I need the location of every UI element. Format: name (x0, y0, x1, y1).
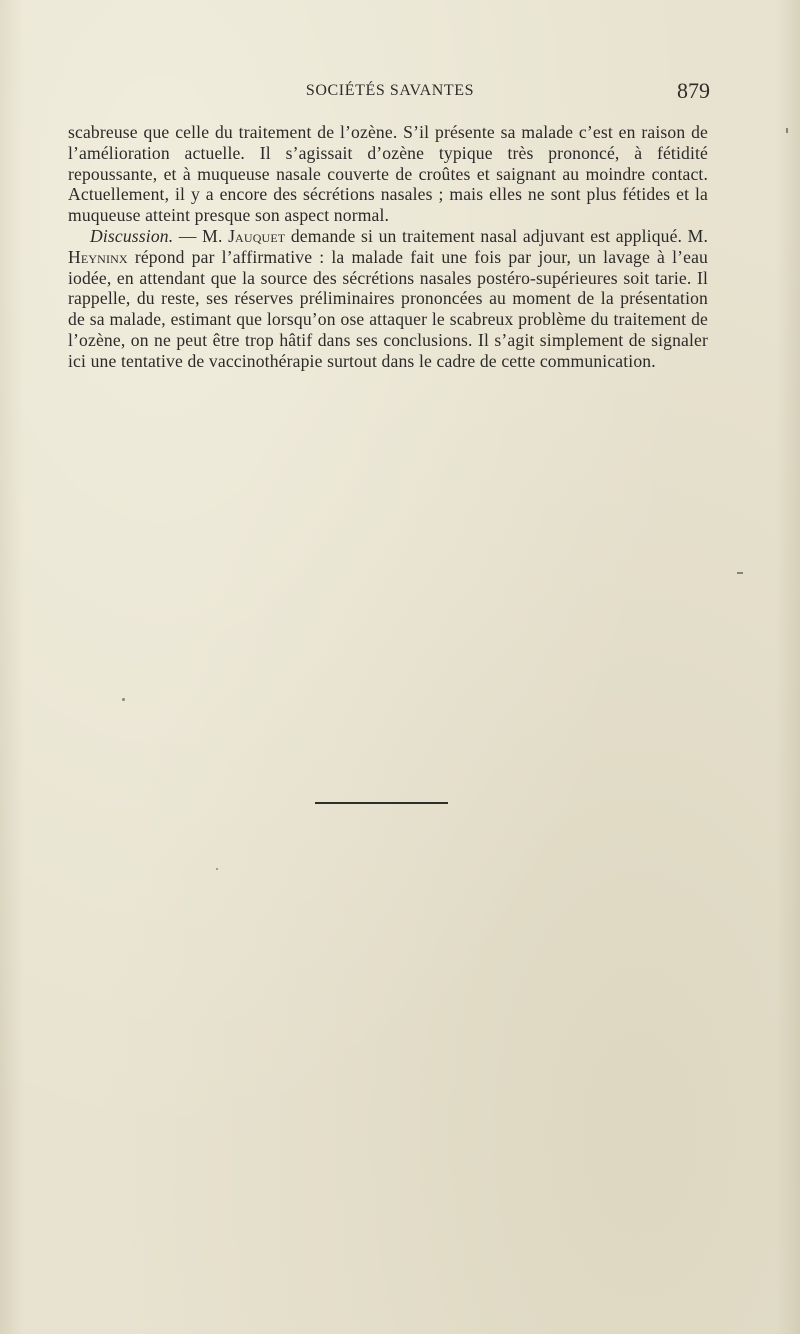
paper-speck (122, 698, 125, 701)
paper-speck (786, 128, 788, 133)
page-header (70, 76, 710, 112)
discussion-text-1: demande si un traitement nasal adjuvant est appliqué. M. (285, 225, 708, 246)
discussion-dash: — M. (173, 225, 229, 246)
page-number: 879 (677, 78, 710, 103)
paragraph-case-report: scabreuse que celle du traitement de l’ozène. S’il présente sa malade c’est en raison de l’amélioration actuelle. Il s’agissait d’ozène typique très prononcé, à fétidité repoussante, et à muqueuse nasale couverte de croûtes et saignant au moindre contact. Actuellement, il y a encore des sécrétions nasales ; mais elles ne sont plus fétides et la muqueuse atteint presque son aspect normal. (68, 122, 708, 226)
paragraph-discussion (68, 226, 708, 372)
paper-speck (216, 868, 218, 870)
discussion-text-2: répond par l’affirmative : la malade fait une fois par jour, un lavage à l’eau iodée, en attendant que la source des sécrétions nasales postéro-supérieures soit tarie. Il rappelle, du reste, ses réserves préliminaires prononcées au moment de la présentation de sa malade, estimant que lorsqu’on ose attaquer le scabreux problème du traitement de l’ozène, on ne peut être trop hâtif dans ses conclusions. Il s’agit simplement de signaler ici une tentative de vaccinothérapie surtout dans le cadre de cette communication. (68, 246, 708, 371)
body-text (68, 122, 708, 372)
person-name-heyninx: Heyninx (68, 246, 128, 267)
paper-speck (737, 572, 743, 574)
discussion-label: Discussion. (90, 225, 174, 246)
person-name-jauquet: Jauquet (228, 225, 286, 246)
running-title: SOCIÉTÉS SAVANTES (305, 82, 475, 99)
section-separator-rule (315, 802, 448, 804)
